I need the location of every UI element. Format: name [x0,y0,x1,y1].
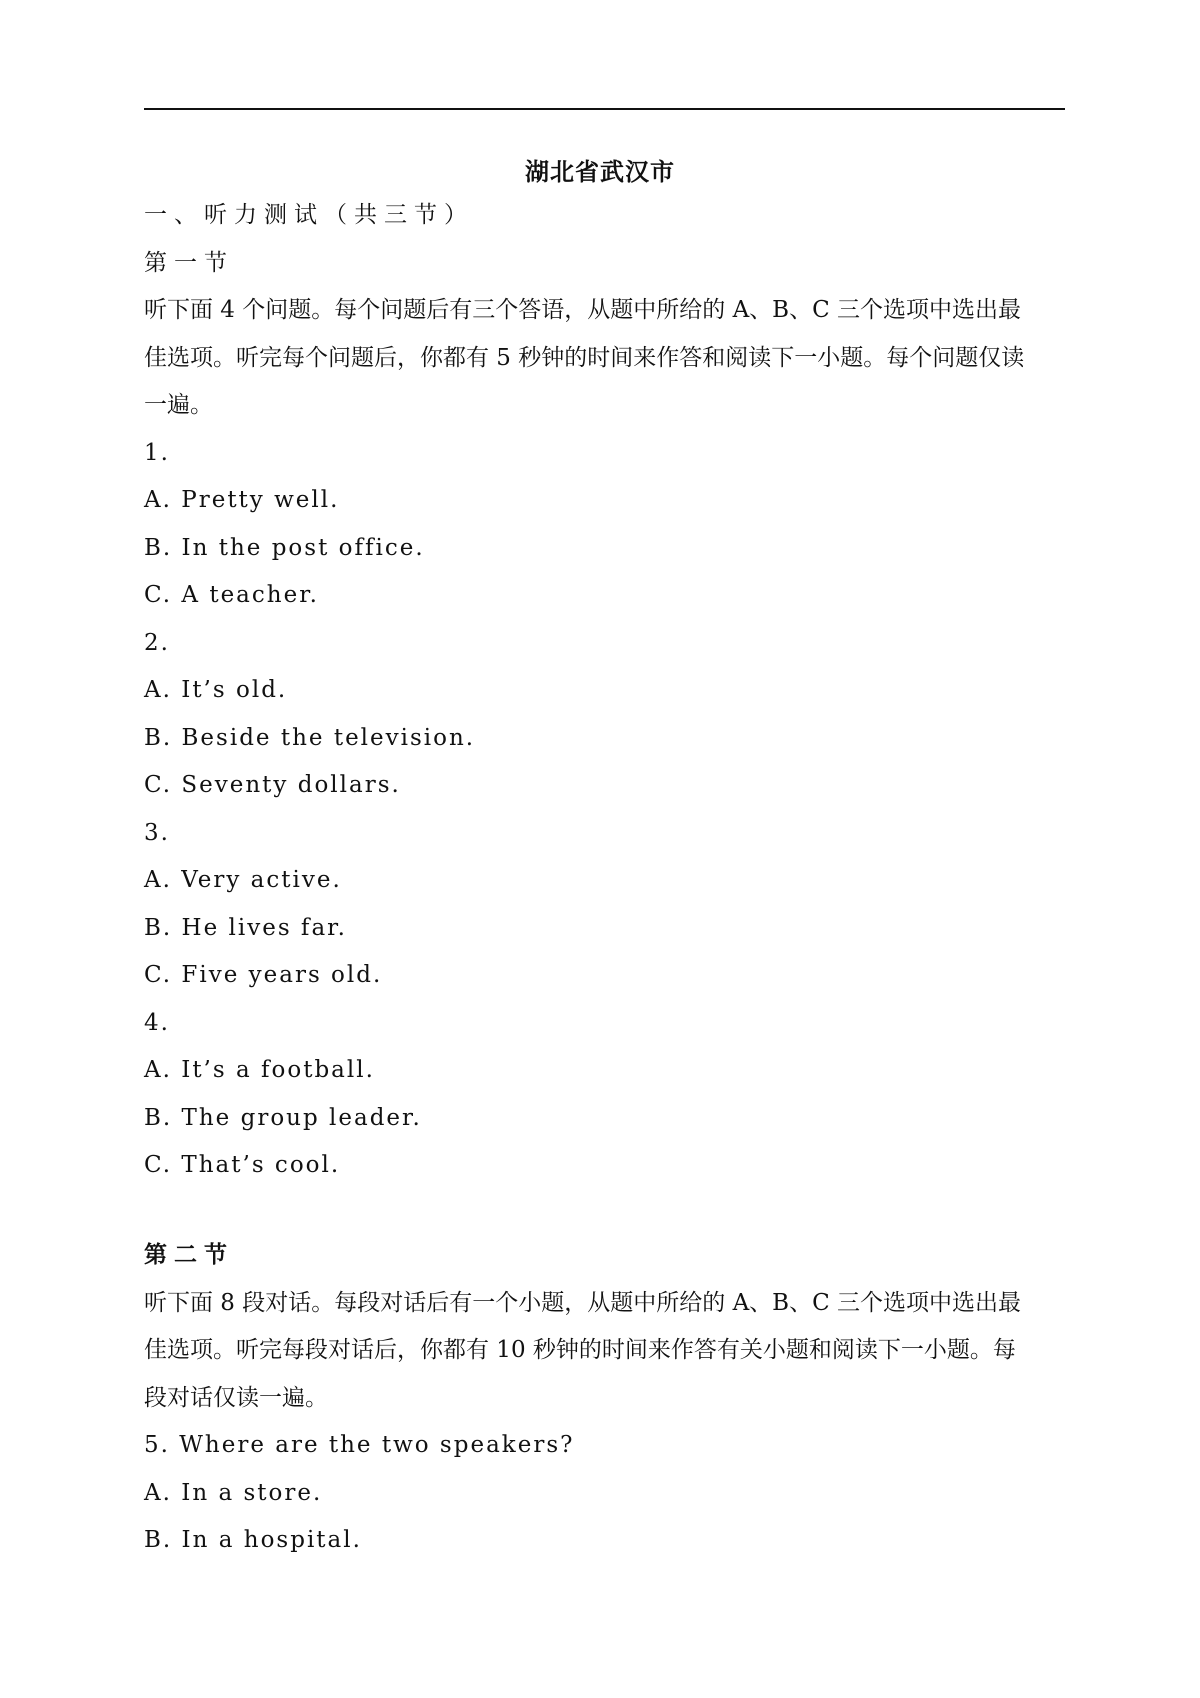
answer-option: C. Seventy dollars. [144,772,401,798]
section2-instruction-line: 段对话仅读一遍。 [144,1385,328,1411]
part1-heading: 一、听力测试（共三节） [144,202,474,228]
answer-option: B. In the post office. [144,535,425,561]
answer-option: A. It’s old. [144,677,288,703]
answer-option: A. It’s a football. [144,1057,375,1083]
page-title: 湖北省武汉市 [525,157,675,186]
answer-option: C. That’s cool. [144,1152,341,1178]
section1-instruction-line: 佳选项。听完每个问题后，你都有 5 秒钟的时间来作答和阅读下一小题。每个问题仅读 [144,345,1025,371]
answer-option: B. The group leader. [144,1105,422,1131]
section1-instruction-line: 一遍。 [144,392,213,418]
answer-option: A. In a store. [144,1480,323,1506]
header-rule [144,108,1065,110]
section2-instruction-line: 佳选项。听完每段对话后，你都有 10 秒钟的时间来作答有关小题和阅读下一小题。每 [144,1337,1016,1363]
answer-option: A. Very active. [144,867,342,893]
question-number: 2. [144,630,170,656]
answer-option: C. Five years old. [144,962,383,988]
section1-heading: 第一节 [144,250,234,276]
answer-option: B. He lives far. [144,915,347,941]
answer-option: B. Beside the television. [144,725,476,751]
section2-instruction-line: 听下面 8 段对话。每段对话后有一个小题，从题中所给的 A、B、C 三个选项中选出最 [144,1290,1021,1316]
answer-option: A. Pretty well. [144,487,340,513]
question-number: 4. [144,1010,170,1036]
answer-option: B. In a hospital. [144,1527,362,1553]
section1-instruction-line: 听下面 4 个问题。每个问题后有三个答语，从题中所给的 A、B、C 三个选项中选出最 [144,297,1021,323]
question-stem: 5. Where are the two speakers? [144,1432,575,1458]
question-number: 3. [144,820,170,846]
section2-heading: 第二节 [144,1241,234,1268]
question-number: 1. [144,440,170,466]
answer-option: C. A teacher. [144,582,319,608]
